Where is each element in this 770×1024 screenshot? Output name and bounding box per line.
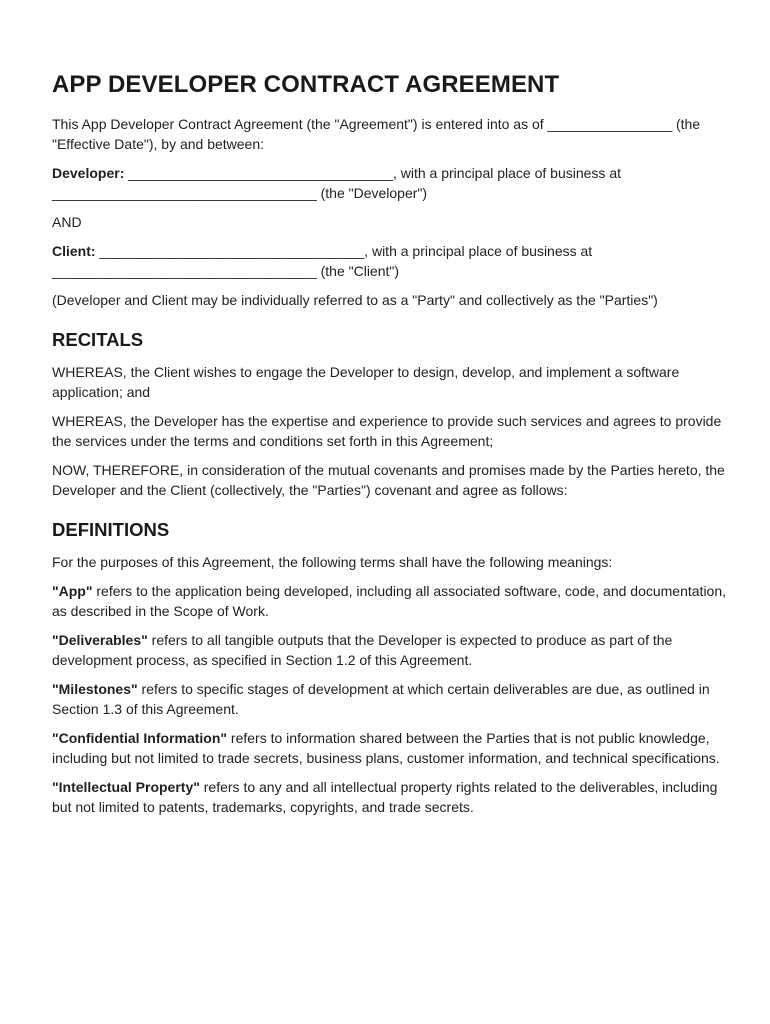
definition-text: refers to information shared between the Parties that is not public knowledge, including but not limited to trade secrets, business plans, customer information, and technical specifications. bbox=[52, 730, 720, 766]
definition-term: "Milestones" bbox=[52, 681, 138, 697]
definition-item bbox=[52, 728, 730, 768]
definition-item bbox=[52, 581, 730, 621]
document-title: APP DEVELOPER CONTRACT AGREEMENT bbox=[52, 71, 560, 98]
definition-text: refers to the application being developed, including all associated software, code, and documentation, as described in the Scope of Work. bbox=[52, 583, 727, 619]
definition-item bbox=[52, 777, 730, 817]
definitions-heading: DEFINITIONS bbox=[52, 519, 170, 540]
developer-label: Developer: bbox=[52, 165, 125, 181]
developer-paragraph bbox=[52, 163, 730, 203]
definition-text: refers to all tangible outputs that the Developer is expected to produce as part of the development process, as specified in Section 1.2 of this Agreement. bbox=[52, 632, 673, 668]
intro-paragraph: This App Developer Contract Agreement (the "Agreement") is entered into as of ________________ (the "Effective Date"), by and between: bbox=[52, 116, 701, 152]
and-text: AND bbox=[52, 214, 82, 230]
client-paragraph bbox=[52, 241, 730, 281]
client-text: __________________________________, with a principal place of business at __________________________________ (the "Client") bbox=[52, 243, 593, 279]
definition-term: "Deliverables" bbox=[52, 632, 148, 648]
client-label: Client: bbox=[52, 243, 96, 259]
definition-item bbox=[52, 630, 730, 670]
definition-term: "Intellectual Property" bbox=[52, 779, 200, 795]
recital-paragraph: WHEREAS, the Developer has the expertise and experience to provide such services and agrees to provide the services under the terms and conditions set forth in this Agreement; bbox=[52, 413, 722, 449]
definition-term: "App" bbox=[52, 583, 93, 599]
recitals-heading: RECITALS bbox=[52, 329, 144, 350]
definition-text: refers to any and all intellectual property rights related to the deliverables, including but not limited to patents, trademarks, copyrights, and trade secrets. bbox=[52, 779, 718, 815]
recital-paragraph: NOW, THEREFORE, in consideration of the mutual covenants and promises made by the Parties hereto, the Developer and the Client (collectively, the "Parties") covenant and agree as follows: bbox=[52, 462, 725, 498]
parties-note: (Developer and Client may be individually referred to as a "Party" and collectively as the "Parties") bbox=[52, 292, 658, 308]
developer-text: __________________________________, with a principal place of business at __________________________________ (the "Developer") bbox=[52, 165, 621, 201]
definition-item bbox=[52, 679, 730, 719]
definition-text: refers to specific stages of development at which certain deliverables are due, as outlined in Section 1.3 of this Agreement. bbox=[52, 681, 710, 717]
recital-paragraph: WHEREAS, the Client wishes to engage the Developer to design, develop, and implement a software application; and bbox=[52, 364, 680, 400]
definitions-intro: For the purposes of this Agreement, the following terms shall have the following meanings: bbox=[52, 554, 613, 570]
definition-term: "Confidential Information" bbox=[52, 730, 228, 746]
